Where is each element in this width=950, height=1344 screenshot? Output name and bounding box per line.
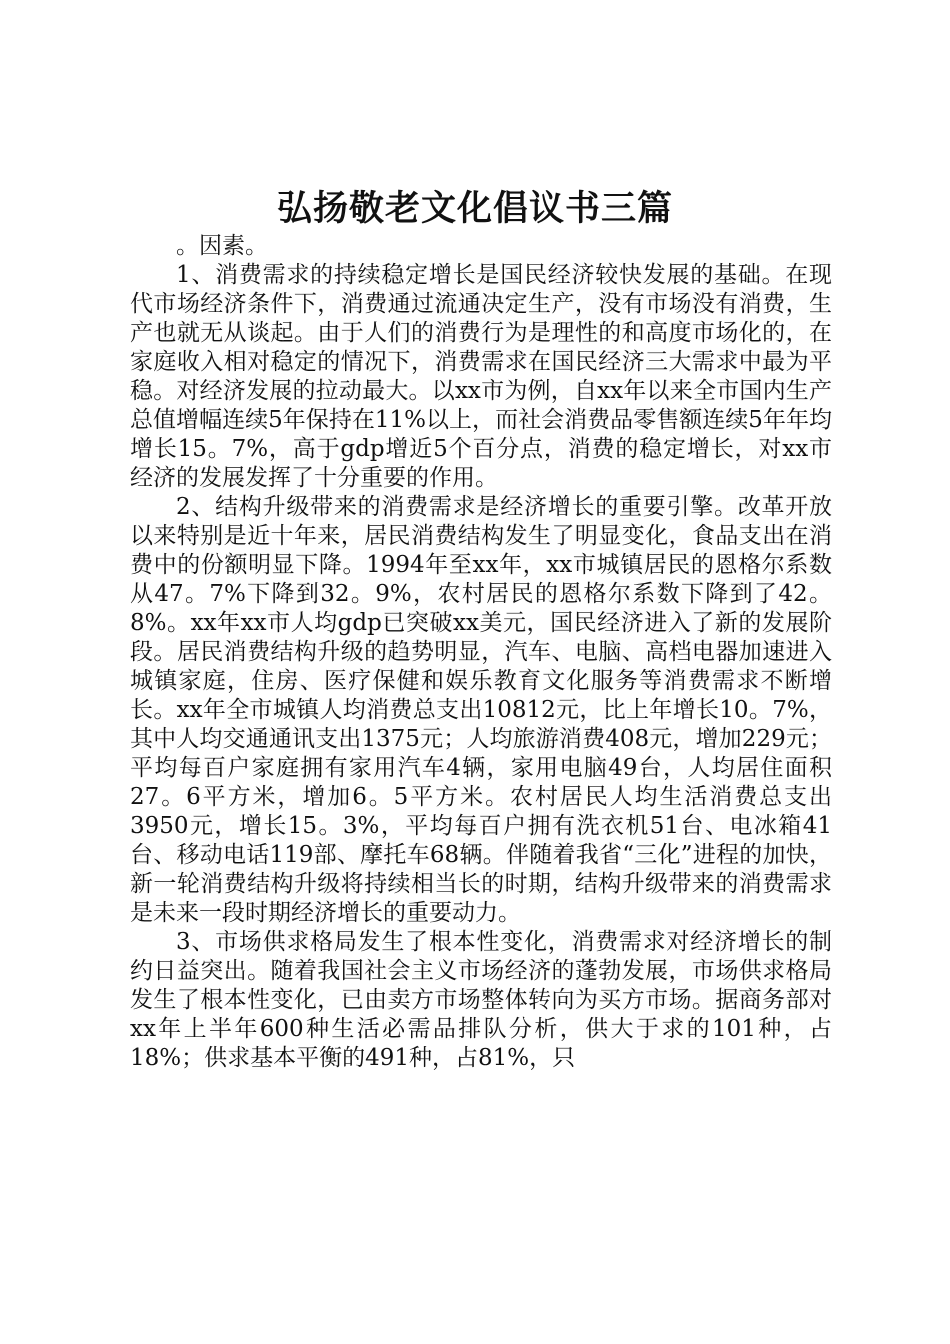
document-body	[130, 232, 832, 1073]
document-title: 弘扬敬老文化倡议书三篇	[276, 188, 673, 229]
paragraph-1: 1、消费需求的持续稳定增长是国民经济较快发展的基础。在现代市场经济条件下，消费通过流通决定生产，没有市场没有消费，生产也就无从谈起。由于人们的消费行为是理性的和高度市场化的，在家庭收入相对稳定的情况下，消费需求在国民经济三大需求中最为平稳。对经济发展的拉动最大。以xx市为例，自xx年以来全市国内生产总值增幅连续5年保持在11%以上，而社会消费品零售额连续5年年均增长15。7%，高于gdp增近5个百分点，消费的稳定增长，对xx市经济的发展发挥了十分重要的作用。	[130, 262, 832, 491]
paragraph-2: 2、结构升级带来的消费需求是经济增长的重要引擎。改革开放以来特别是近十年来，居民消费结构发生了明显变化，食品支出在消费中的份额明显下降。1994年至xx年，xx市城镇居民的恩格尔系数从47。7%下降到32。9%，农村居民的恩格尔系数下降到了42。8%。xx年xx市人均gdp已突破xx美元，国民经济进入了新的发展阶段。居民消费结构升级的趋势明显，汽车、电脑、高档电器加速进入城镇家庭，住房、医疗保健和娱乐教育文化服务等消费需求不断增长。xx年全市城镇人均消费总支出10812元，比上年增长10。7%，其中人均交通通讯支出1375元；人均旅游消费408元，增加229元；平均每百户家庭拥有家用汽车4辆，家用电脑49台，人均居住面积27。6平方米，增加6。5平方米。农村居民人均生活消费总支出3950元，增长15。3%，平均每百户拥有洗衣机51台、电冰箱41台、移动电话119部、摩托车68辆。伴随着我省“三化”进程的加快，新一轮消费结构升级将持续相当长的时期，结构升级带来的消费需求是未来一段时期经济增长的重要动力。	[130, 494, 832, 926]
paragraph-3: 3、市场供求格局发生了根本性变化，消费需求对经济增长的制约日益突出。随着我国社会主义市场经济的蓬勃发展，市场供求格局发生了根本性变化，已由卖方市场整体转向为买方市场。据商务部对xx年上半年600种生活必需品排队分析，供大于求的101种，占18%；供求基本平衡的491种，占81%，只	[130, 929, 832, 1071]
paragraph-intro: 。因素。	[176, 233, 268, 259]
